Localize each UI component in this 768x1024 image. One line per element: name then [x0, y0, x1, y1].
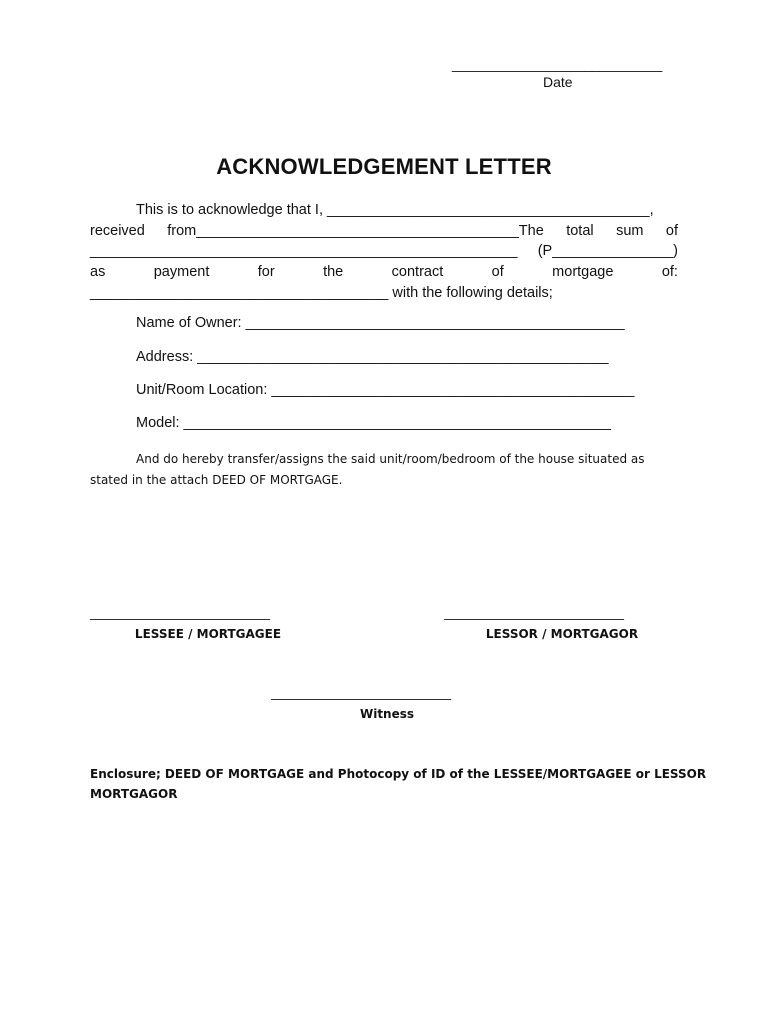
witness-label: Witness [359, 707, 415, 721]
intro-word: of [491, 264, 504, 281]
lessor-label: LESSOR / MORTGAGOR [485, 627, 639, 641]
unit-location-field: Unit/Room Location: _____________________________________________ [136, 382, 635, 398]
enclosure-line-2: MORTGAGOR [90, 787, 178, 801]
lessee-label: LESSEE / MORTGAGEE [134, 627, 282, 641]
intro-paragraph [90, 200, 678, 303]
intro-line-5 [90, 283, 678, 304]
intro-line-1 [90, 200, 678, 221]
intro-word: of: [661, 264, 678, 281]
intro-word: sum [616, 222, 644, 239]
intro-word: contract [391, 264, 444, 281]
address-field: Address: ___________________________________________________ [136, 349, 609, 365]
transfer-line-1: And do hereby transfer/assigns the said unit/room/bedroom of the house situated as [136, 452, 645, 466]
intro-word: (P_______________) [537, 243, 678, 260]
transfer-paragraph [90, 449, 690, 491]
intro-line-4 [90, 262, 678, 283]
intro-word: the [323, 264, 344, 281]
model-field: Model: _____________________________________________________ [136, 415, 611, 431]
intro-line-2 [90, 221, 678, 242]
date-label: Date [543, 74, 573, 90]
intro-word: from________________________________________The [167, 222, 544, 239]
intro-word: as [90, 264, 106, 281]
intro-word: _____________________________________________________ [90, 243, 518, 260]
lessee-signature-line: ______________________________ [90, 606, 270, 620]
date-line: ___________________________ [452, 56, 663, 72]
enclosure-line-1: Enclosure; DEED OF MORTGAGE and Photocopy of ID of the LESSEE/MORTGAGEE or LESSOR [90, 767, 707, 781]
intro-line-1-text: This is to acknowledge that I, ________________________________________, [136, 202, 654, 218]
transfer-line-2: stated in the attach DEED OF MORTGAGE. [90, 473, 343, 487]
intro-word: mortgage [552, 264, 614, 281]
intro-word: received [90, 222, 145, 239]
intro-line-3 [90, 241, 678, 262]
enclosure-note [90, 764, 707, 804]
intro-word: of [665, 222, 678, 239]
intro-word: payment [153, 264, 210, 281]
lessor-signature-line: ______________________________ [444, 606, 624, 620]
intro-word: total [566, 222, 594, 239]
intro-line-5-text: _____________________________________ with the following details; [90, 284, 553, 301]
owner-field: Name of Owner: _______________________________________________ [136, 315, 625, 331]
page-title: ACKNOWLEDGEMENT LETTER [216, 154, 552, 179]
intro-word: for [257, 264, 275, 281]
witness-signature-line: ______________________________ [271, 686, 451, 700]
